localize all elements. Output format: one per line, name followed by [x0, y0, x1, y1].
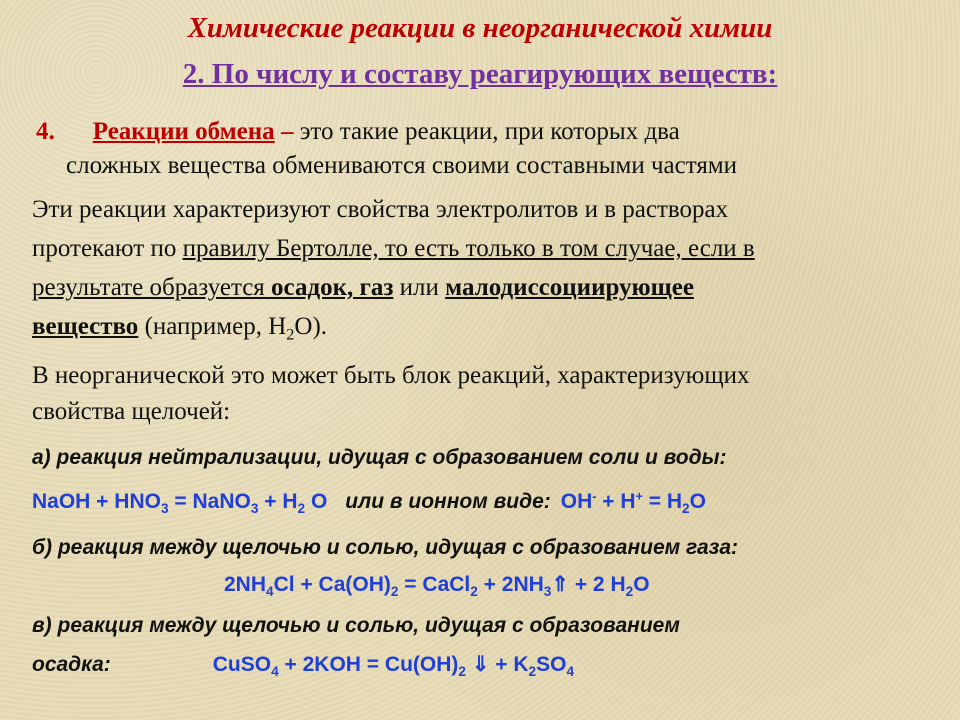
definition-text-1: это такие реакции, при которых два — [299, 118, 680, 145]
water-example-b: O). — [294, 313, 328, 340]
reaction-c-heading-end: осадка: — [32, 653, 111, 676]
reaction-c-row — [32, 652, 574, 677]
paragraph1-line-3 — [32, 274, 694, 302]
reaction-c-equation: CuSO$_4$ + $2KOH = Cu(OH)_2$ ⇓ + $K_2SO_4$ — [212, 653, 575, 679]
definition-line-1 — [36, 118, 680, 146]
definition-term: Реакции обмена — [92, 118, 275, 145]
reaction-a-heading: а) реакция нейтрализации, идущая с образованием соли и воды: — [32, 446, 727, 469]
precipitate-gas-term: осадок, газ — [271, 274, 394, 301]
reaction-a-equation-row — [32, 490, 706, 514]
berthollet-rule-link: правилу Бертолле, то есть только в том случае, если в — [182, 235, 755, 262]
substance-term: вещество — [32, 313, 139, 340]
reaction-b-equation: $2NH_4Cl + Ca(OH)_2$ = CaCl$_2$ + $2NH_3⇑ + 2$ $H_2O$ — [224, 573, 650, 599]
paragraph2-line-2: свойства щелочей: — [32, 398, 231, 425]
definition-line-2: сложных вещества обмениваются своими составными частями — [66, 152, 738, 179]
paragraph2-line-1: В неорганической это может быть блок реакций, характеризующих — [32, 362, 750, 389]
paragraph1-line3-underlined: результате образуется — [32, 274, 272, 301]
gas-arrow-icon: ⇑ — [551, 573, 569, 596]
paragraph1-line2-pre: протекают по — [32, 235, 183, 262]
water-example-a: (например, H — [138, 313, 287, 340]
paragraph1-line-1: Эти реакции характеризуют свойства электролитов и в растворах — [32, 196, 729, 223]
paragraph1-line-2 — [32, 235, 755, 263]
reaction-b-heading: б) реакция между щелочью и солью, идущая с образованием газа: — [32, 536, 739, 559]
paragraph1-line-4 — [32, 313, 328, 344]
definition-dash: – — [274, 118, 300, 145]
paragraph1-line3-mid: или — [393, 274, 446, 301]
precipitate-arrow-icon: ⇓ — [465, 653, 490, 676]
water-example-sub: 2 — [286, 325, 295, 344]
slide-subtitle: 2. По числу и составу реагирующих веществ: — [182, 58, 778, 90]
reaction-a-equation: NaOH + $HNO_3$ = NaNO$_3$ + $H_2$ O — [32, 490, 328, 516]
slide-title: Химические реакции в неорганической химии — [187, 12, 773, 44]
reaction-a-ionic-equation: $OH^- + H^+ = H_2O$ — [560, 489, 706, 516]
reaction-c-heading: в) реакция между щелочью и солью, идущая с образованием — [32, 614, 680, 637]
weak-electrolyte-term: малодиссоциирующее — [445, 274, 694, 301]
ionic-form-label: или в ионном виде: — [345, 490, 551, 513]
definition-number: 4. — [36, 118, 55, 145]
